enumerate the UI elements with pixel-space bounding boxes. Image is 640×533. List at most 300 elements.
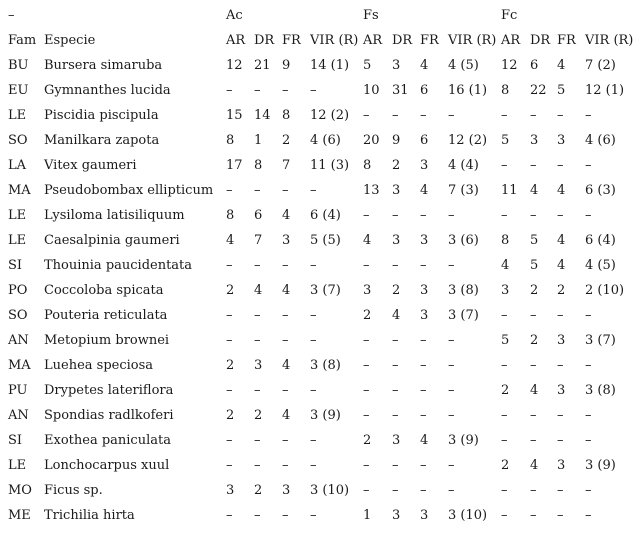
table-row (0, 328, 640, 353)
cell-fc-dr: 4 (530, 183, 539, 198)
cell-fc-fr: – (557, 158, 564, 173)
cell-fc-dr: – (530, 408, 537, 423)
cell-ac-dr: 14 (254, 108, 271, 123)
column-header-ac-vir: VIR (R) (310, 33, 359, 48)
cell-fs-fr: – (420, 408, 427, 423)
cell-fs-ar: – (363, 208, 370, 223)
cell-fs-ar: – (363, 458, 370, 473)
cell-fs-fr: 3 (420, 158, 429, 173)
cell-fc-fr: 5 (557, 83, 566, 98)
cell-ac-vir: – (310, 383, 317, 398)
cell-fs-vir: 3 (8) (448, 283, 479, 298)
cell-fs-ar: 1 (363, 508, 372, 523)
cell-ac-fr: – (282, 433, 289, 448)
cell-fs-ar: 2 (363, 308, 372, 323)
cell-ac-vir: – (310, 258, 317, 273)
cell-ac-ar: 2 (226, 283, 235, 298)
cell-fc-dr: – (530, 358, 537, 373)
cell-ac-dr: – (254, 258, 261, 273)
cell-fs-dr: 9 (392, 133, 401, 148)
table-row (0, 78, 640, 103)
cell-especie: Caesalpinia gaumeri (44, 233, 180, 248)
cell-fs-vir: – (448, 208, 455, 223)
cell-fam: LE (8, 108, 27, 123)
table-row (0, 403, 640, 428)
cell-ac-ar: 2 (226, 358, 235, 373)
cell-ac-ar: 4 (226, 233, 235, 248)
cell-ac-vir: 3 (7) (310, 283, 341, 298)
cell-ac-fr: 3 (282, 233, 291, 248)
cell-ac-vir: 4 (6) (310, 133, 341, 148)
cell-fc-fr: – (557, 508, 564, 523)
cell-especie: Gymnanthes lucida (44, 83, 171, 98)
cell-fc-dr: 4 (530, 458, 539, 473)
cell-especie: Manilkara zapota (44, 133, 160, 148)
cell-fs-dr: 3 (392, 183, 401, 198)
cell-ac-dr: – (254, 383, 261, 398)
cell-fc-vir: 4 (5) (585, 258, 616, 273)
cell-fs-vir: – (448, 358, 455, 373)
cell-ac-dr: 2 (254, 408, 263, 423)
column-header-fs-ar: AR (363, 33, 383, 48)
cell-fc-ar: – (501, 508, 508, 523)
cell-fc-fr: 3 (557, 383, 566, 398)
cell-fc-ar: 5 (501, 133, 510, 148)
cell-ac-dr: 2 (254, 483, 263, 498)
cell-fc-vir: – (585, 208, 592, 223)
cell-ac-vir: 6 (4) (310, 208, 341, 223)
cell-fc-vir: 6 (4) (585, 233, 616, 248)
table-row (0, 53, 640, 78)
cell-fc-vir: – (585, 358, 592, 373)
cell-fc-ar: 11 (501, 183, 518, 198)
cell-fc-ar: – (501, 483, 508, 498)
cell-ac-ar: 3 (226, 483, 235, 498)
column-header-ac-fr: FR (282, 33, 301, 48)
table-row (0, 228, 640, 253)
cell-ac-fr: – (282, 183, 289, 198)
cell-ac-ar: 8 (226, 133, 235, 148)
column-header-fc-dr: DR (530, 33, 551, 48)
column-header-fs-vir: VIR (R) (448, 33, 497, 48)
table-row (0, 503, 640, 528)
cell-fs-fr: 4 (420, 433, 429, 448)
cell-ac-fr: – (282, 333, 289, 348)
cell-fs-ar: 2 (363, 433, 372, 448)
cell-fs-fr: 4 (420, 183, 429, 198)
cell-fc-dr: – (530, 108, 537, 123)
cell-fs-fr: 3 (420, 308, 429, 323)
cell-ac-dr: – (254, 458, 261, 473)
cell-ac-dr: – (254, 83, 261, 98)
cell-fc-vir: – (585, 158, 592, 173)
cell-fs-fr: – (420, 258, 427, 273)
cell-fs-fr: – (420, 108, 427, 123)
cell-ac-dr: 8 (254, 158, 263, 173)
cell-fc-fr: – (557, 408, 564, 423)
cell-fc-dr: – (530, 158, 537, 173)
cell-ac-dr: 4 (254, 283, 263, 298)
cell-fc-vir: – (585, 108, 592, 123)
table-row (0, 428, 640, 453)
cell-fc-dr: 2 (530, 333, 539, 348)
cell-fs-dr: – (392, 258, 399, 273)
cell-fs-ar: – (363, 408, 370, 423)
cell-fc-vir: – (585, 483, 592, 498)
cell-ac-fr: – (282, 83, 289, 98)
cell-fc-ar: – (501, 108, 508, 123)
cell-fc-fr: – (557, 208, 564, 223)
cell-fs-dr: 4 (392, 308, 401, 323)
cell-fs-fr: 3 (420, 233, 429, 248)
cell-ac-fr: 4 (282, 283, 291, 298)
table-row (0, 303, 640, 328)
cell-fs-vir: – (448, 408, 455, 423)
cell-ac-vir: 14 (1) (310, 58, 350, 73)
cell-ac-ar: 17 (226, 158, 243, 173)
cell-fc-dr: – (530, 483, 537, 498)
cell-fs-vir: 7 (3) (448, 183, 479, 198)
cell-fs-dr: – (392, 483, 399, 498)
cell-ac-ar: 8 (226, 208, 235, 223)
cell-fc-vir: 12 (1) (585, 83, 625, 98)
cell-ac-vir: 5 (5) (310, 233, 341, 248)
cell-ac-vir: – (310, 333, 317, 348)
cell-ac-vir: – (310, 458, 317, 473)
cell-fam: MO (8, 483, 32, 498)
cell-fs-dr: – (392, 383, 399, 398)
cell-fam: SI (8, 258, 23, 273)
cell-especie: Drypetes lateriflora (44, 383, 174, 398)
column-header-fam: Fam (8, 33, 37, 48)
cell-fc-vir: – (585, 408, 592, 423)
column-header-ac-dr: DR (254, 33, 275, 48)
cell-ac-ar: 12 (226, 58, 243, 73)
cell-fc-vir: 3 (8) (585, 383, 616, 398)
cell-especie: Bursera simaruba (44, 58, 163, 73)
cell-fam: EU (8, 83, 29, 98)
cell-especie: Luehea speciosa (44, 358, 154, 373)
cell-fc-dr: 2 (530, 283, 539, 298)
cell-ac-dr: – (254, 508, 261, 523)
cell-especie: Spondias radlkoferi (44, 408, 174, 423)
cell-ac-ar: – (226, 508, 233, 523)
cell-fs-dr: 31 (392, 83, 409, 98)
cell-ac-ar: 15 (226, 108, 243, 123)
cell-ac-ar: – (226, 333, 233, 348)
cell-fam: SI (8, 433, 23, 448)
cell-ac-vir: – (310, 308, 317, 323)
cell-fc-ar: 8 (501, 233, 510, 248)
cell-ac-fr: – (282, 308, 289, 323)
cell-fam: ME (8, 508, 31, 523)
cell-fc-fr: – (557, 433, 564, 448)
table-row (0, 203, 640, 228)
column-header-row (0, 28, 640, 53)
cell-fc-vir: 7 (2) (585, 58, 616, 73)
cell-ac-vir: 11 (3) (310, 158, 350, 173)
cell-fs-vir: 3 (9) (448, 433, 479, 448)
cell-fam: AN (8, 333, 29, 348)
cell-fs-fr: – (420, 208, 427, 223)
cell-fs-dr: 3 (392, 58, 401, 73)
table-row (0, 478, 640, 503)
cell-ac-vir: 3 (8) (310, 358, 341, 373)
cell-fc-vir: – (585, 433, 592, 448)
cell-ac-vir: 12 (2) (310, 108, 350, 123)
cell-ac-vir: – (310, 433, 317, 448)
cell-fs-fr: 6 (420, 83, 429, 98)
cell-fc-ar: 8 (501, 83, 510, 98)
cell-ac-fr: 7 (282, 158, 291, 173)
cell-fs-dr: 2 (392, 283, 401, 298)
cell-fc-fr: 3 (557, 133, 566, 148)
cell-especie: Ficus sp. (44, 483, 103, 498)
cell-fs-fr: 3 (420, 508, 429, 523)
cell-fc-vir: 2 (10) (585, 283, 625, 298)
cell-fs-ar: 13 (363, 183, 380, 198)
cell-fs-dr: – (392, 458, 399, 473)
cell-fs-ar: 20 (363, 133, 380, 148)
column-header-fs-fr: FR (420, 33, 439, 48)
cell-fam: LE (8, 458, 27, 473)
table-row (0, 103, 640, 128)
cell-fc-vir: – (585, 308, 592, 323)
cell-fs-ar: – (363, 483, 370, 498)
cell-fc-ar: – (501, 158, 508, 173)
cell-fc-ar: – (501, 208, 508, 223)
cell-especie: Coccoloba spicata (44, 283, 164, 298)
cell-fs-vir: – (448, 458, 455, 473)
cell-fc-dr: – (530, 433, 537, 448)
cell-fs-dr: 3 (392, 433, 401, 448)
cell-fam: PU (8, 383, 28, 398)
cell-fc-fr: 4 (557, 58, 566, 73)
cell-fc-dr: 5 (530, 233, 539, 248)
cell-especie: Lysiloma latisiliquum (44, 208, 185, 223)
column-header-fc-fr: FR (557, 33, 576, 48)
cell-fam: BU (8, 58, 29, 73)
cell-fc-fr: 2 (557, 283, 566, 298)
cell-especie: Pouteria reticulata (44, 308, 168, 323)
group-header-row (0, 3, 640, 28)
cell-fs-ar: 10 (363, 83, 380, 98)
cell-fam: AN (8, 408, 29, 423)
cell-fam: PO (8, 283, 28, 298)
cell-fs-dr: – (392, 408, 399, 423)
cell-fc-fr: 4 (557, 258, 566, 273)
cell-fs-ar: 4 (363, 233, 372, 248)
cell-ac-fr: – (282, 258, 289, 273)
cell-fam: LA (8, 158, 27, 173)
cell-ac-fr: – (282, 508, 289, 523)
cell-ac-fr: 3 (282, 483, 291, 498)
cell-fc-dr: 22 (530, 83, 547, 98)
cell-fc-ar: 2 (501, 458, 510, 473)
cell-fc-dr: 6 (530, 58, 539, 73)
cell-ac-ar: – (226, 308, 233, 323)
cell-ac-fr: 4 (282, 408, 291, 423)
cell-fc-vir: 3 (9) (585, 458, 616, 473)
cell-ac-vir: – (310, 183, 317, 198)
cell-fs-vir: 3 (7) (448, 308, 479, 323)
cell-fs-dr: – (392, 333, 399, 348)
cell-fs-dr: 2 (392, 158, 401, 173)
table-row (0, 128, 640, 153)
cell-fs-ar: – (363, 358, 370, 373)
cell-especie: Lonchocarpus xuul (44, 458, 170, 473)
cell-ac-ar: – (226, 258, 233, 273)
cell-fs-fr: 3 (420, 283, 429, 298)
cell-fs-vir: – (448, 483, 455, 498)
group-header-fs: Fs (363, 8, 379, 23)
cell-fs-vir: 4 (5) (448, 58, 479, 73)
cell-ac-dr: – (254, 308, 261, 323)
group-header-ac: Ac (226, 8, 243, 23)
cell-fc-fr: 3 (557, 333, 566, 348)
cell-fam: SO (8, 133, 28, 148)
cell-fs-ar: 8 (363, 158, 372, 173)
cell-ac-fr: – (282, 458, 289, 473)
cell-ac-dr: – (254, 183, 261, 198)
cell-ac-fr: 4 (282, 208, 291, 223)
cell-ac-ar: – (226, 383, 233, 398)
cell-fam: MA (8, 358, 31, 373)
cell-fs-fr: 4 (420, 58, 429, 73)
table-row (0, 353, 640, 378)
cell-fc-fr: 4 (557, 183, 566, 198)
table-row (0, 253, 640, 278)
cell-fs-vir: – (448, 383, 455, 398)
cell-ac-dr: 1 (254, 133, 263, 148)
cell-fc-vir: – (585, 508, 592, 523)
cell-ac-dr: 3 (254, 358, 263, 373)
cell-fc-dr: 5 (530, 258, 539, 273)
cell-fs-ar: – (363, 258, 370, 273)
cell-especie: Pseudobombax ellipticum (44, 183, 214, 198)
cell-fc-ar: 3 (501, 283, 510, 298)
cell-fs-fr: – (420, 383, 427, 398)
cell-fc-ar: 2 (501, 383, 510, 398)
cell-fs-dr: – (392, 358, 399, 373)
cell-fc-dr: 4 (530, 383, 539, 398)
table-row (0, 153, 640, 178)
cell-ac-vir: 3 (10) (310, 483, 350, 498)
table-row (0, 453, 640, 478)
cell-fs-vir: – (448, 108, 455, 123)
cell-fc-fr: 3 (557, 458, 566, 473)
cell-ac-vir: – (310, 508, 317, 523)
cell-especie: Vitex gaumeri (44, 158, 137, 173)
cell-fs-ar: – (363, 333, 370, 348)
cell-fc-dr: – (530, 208, 537, 223)
cell-ac-fr: 8 (282, 108, 291, 123)
cell-fs-dr: 3 (392, 508, 401, 523)
cell-fc-ar: 4 (501, 258, 510, 273)
cell-fs-fr: – (420, 358, 427, 373)
cell-ac-dr: 21 (254, 58, 271, 73)
cell-fc-fr: – (557, 483, 564, 498)
table-row (0, 278, 640, 303)
cell-especie: Thouinia paucidentata (44, 258, 193, 273)
cell-fs-ar: – (363, 108, 370, 123)
cell-ac-fr: 2 (282, 133, 291, 148)
cell-ac-dr: – (254, 333, 261, 348)
cell-fs-vir: 3 (10) (448, 508, 488, 523)
cell-ac-ar: 2 (226, 408, 235, 423)
cell-fc-ar: – (501, 358, 508, 373)
cell-fs-vir: 3 (6) (448, 233, 479, 248)
cell-fc-fr: – (557, 108, 564, 123)
cell-fc-ar: 5 (501, 333, 510, 348)
cell-ac-vir: 3 (9) (310, 408, 341, 423)
cell-fc-vir: 3 (7) (585, 333, 616, 348)
cell-fc-ar: 12 (501, 58, 518, 73)
table-row (0, 178, 640, 203)
cell-especie: Exothea paniculata (44, 433, 171, 448)
cell-fs-fr: – (420, 458, 427, 473)
table-row (0, 378, 640, 403)
cell-fc-ar: – (501, 308, 508, 323)
cell-ac-fr: – (282, 383, 289, 398)
column-header-especie: Especie (44, 33, 96, 48)
cell-fs-ar: 3 (363, 283, 372, 298)
cell-ac-fr: 4 (282, 358, 291, 373)
cell-fs-dr: 3 (392, 233, 401, 248)
cell-fc-fr: 4 (557, 233, 566, 248)
cell-fs-ar: 5 (363, 58, 372, 73)
cell-especie: Metopium brownei (44, 333, 170, 348)
cell-fc-dr: 3 (530, 133, 539, 148)
cell-ac-dr: 6 (254, 208, 263, 223)
column-header-fc-ar: AR (501, 33, 521, 48)
cell-fs-vir: 16 (1) (448, 83, 488, 98)
cell-fs-fr: – (420, 333, 427, 348)
cell-fs-fr: – (420, 483, 427, 498)
cell-fam: LE (8, 208, 27, 223)
cell-ac-dr: – (254, 433, 261, 448)
cell-fs-fr: 6 (420, 133, 429, 148)
cell-fam: SO (8, 308, 28, 323)
cell-fs-dr: – (392, 208, 399, 223)
cell-ac-ar: – (226, 458, 233, 473)
cell-ac-fr: 9 (282, 58, 291, 73)
cell-ac-vir: – (310, 83, 317, 98)
cell-fc-fr: – (557, 358, 564, 373)
cell-fc-vir: 6 (3) (585, 183, 616, 198)
cell-ac-ar: – (226, 183, 233, 198)
column-header-fc-vir: VIR (R) (585, 33, 634, 48)
cell-ac-ar: – (226, 433, 233, 448)
cell-fs-vir: 4 (4) (448, 158, 479, 173)
column-header-fs-dr: DR (392, 33, 413, 48)
cell-fc-ar: – (501, 408, 508, 423)
cell-fs-ar: – (363, 383, 370, 398)
cell-especie: Piscidia piscipula (44, 108, 159, 123)
column-header-ac-ar: AR (226, 33, 246, 48)
cell-fs-dr: – (392, 108, 399, 123)
corner-cell: – (8, 8, 15, 23)
cell-especie: Trichilia hirta (44, 508, 135, 523)
cell-ac-ar: – (226, 83, 233, 98)
cell-fam: MA (8, 183, 31, 198)
cell-fam: LE (8, 233, 27, 248)
cell-fc-fr: – (557, 308, 564, 323)
cell-fs-vir: 12 (2) (448, 133, 488, 148)
cell-fc-vir: 4 (6) (585, 133, 616, 148)
cell-ac-dr: 7 (254, 233, 263, 248)
cell-fs-vir: – (448, 333, 455, 348)
